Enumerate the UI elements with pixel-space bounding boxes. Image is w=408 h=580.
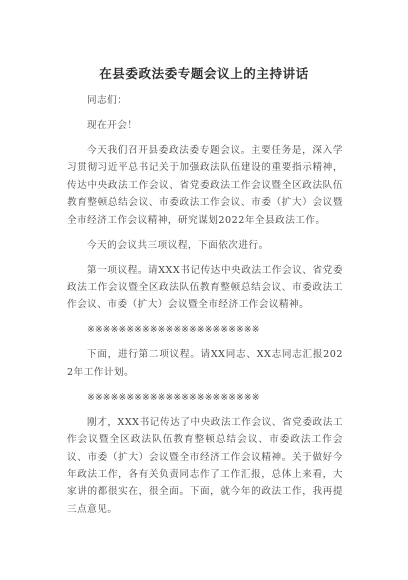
paragraph-item-two: 下面，进行第二项议程。请XX同志、XX志同志汇报2022年工作计划。 — [67, 349, 343, 378]
paragraph-intro: 今天我们召开县委政法委专题会议。主要任务是，深入学习贯彻习近平总书记关于加强政法队伍建设的重要指示精神，传达中央政法工作会议、省党委政法工作会议暨全区政法队伍教育整顿总结会议、市委政法工作会议、市委（扩大）会议暨全市经济工作会议精神，研究谋划2022年全县政法工作。 — [67, 145, 343, 226]
paragraph-agenda: 今天的会议共三项议程，下面依次进行。 — [87, 239, 269, 251]
document-body — [67, 92, 343, 526]
paragraph-item-one: 第一项议程。请XXX书记传达中央政法工作会议、省党委政法工作会议暨全区政法队伍教育整顿总结会议、市委政法工作会议、市委（扩大）会议暨全市经济工作会议精神。 — [67, 264, 343, 311]
separator-line: ※※※※※※※※※※※※※※※※※※※※※※ — [87, 391, 260, 403]
separator-line: ※※※※※※※※※※※※※※※※※※※※※※ — [87, 324, 260, 336]
paragraph-summary: 刚才，XXX书记传达了中央政法工作会议、省党委政法工作会议暨全区政法队伍教育整顿总结会议、市委政法工作会议、市委（扩大）会议暨全市经济工作会议精神。关于做好今年政法工作，各有关负责同志作了工作汇报，总体上来看，大家讲的都很实在，很全面。下面，就今年的政法工作，我再提三点意见。 — [67, 416, 343, 515]
opening-line: 现在开会！ — [87, 120, 138, 131]
salutation: 同志们： — [87, 95, 128, 106]
document-title: 在县委政法委专题会议上的主持讲话 — [99, 66, 309, 81]
